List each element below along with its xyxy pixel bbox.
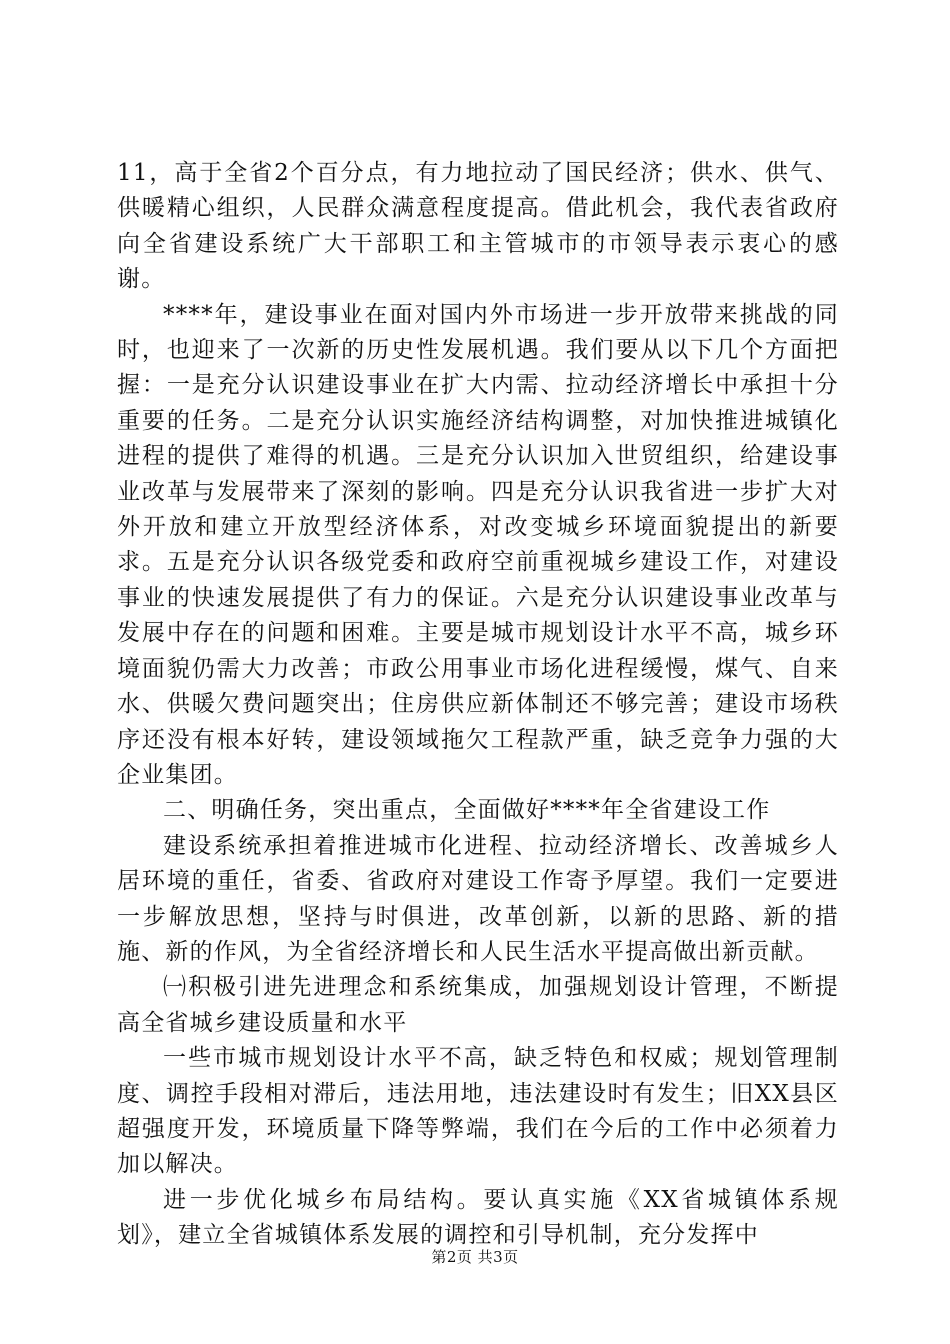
page-number-footer: 第2页 共3页 <box>431 1248 519 1266</box>
section-heading: 二、明确任务，突出重点，全面做好****年全省建设工作 <box>163 797 771 824</box>
document-body <box>117 156 839 1254</box>
paragraph-opportunities: ****年，建设事业在面对国内外市场进一步开放带来挑战的同时，也迎来了一次新的历史性发展机遇。我们要从以下几个方面把握：一是充分认识建设事业在扩大内需、拉动经济增长中承担十分重要的任务。二是充分认识实施经济结构调整，对加快推进城镇化进程的提供了难得的机遇。三是充分认识加入世贸组织，给建设事业改革与发展带来了深刻的影响。四是充分认识我省进一步扩大对外开放和建立开放型经济体系，对改变城乡环境面貌提出的新要求。五是充分认识各级党委和政府空前重视城乡建设工作，对建设事业的快速发展提供了有力的保证。六是充分认识建设事业改革与发展中存在的问题和困难。主要是城市规划设计水平不高，城乡环境面貌仍需大力改善；市政公用事业市场化进程缓慢，煤气、自来水、供暖欠费问题突出；住房供应新体制还不够完善；建设市场秩序还没有根本好转，建设领域拖欠工程款严重，缺乏竞争力强的大企业集团。 <box>117 301 839 788</box>
paragraph-problems: 一些市城市规划设计水平不高，缺乏特色和权威；规划管理制度、调控手段相对滞后，违法用地，违法建设时有发生；旧XX县区超强度开发，环境质量下降等弊端，我们在今后的工作中必须着力加以解决。 <box>117 1045 839 1178</box>
paragraph-continuation: 11，高于全省2个百分点，有力地拉动了国民经济；供水、供气、供暖精心组织，人民群众满意程度提高。借此机会，我代表省政府向全省建设系统广大干部职工和主管城市的市领导表示衷心的感谢。 <box>117 160 839 293</box>
paragraph-layout: 进一步优化城乡布局结构。要认真实施《XX省城镇体系规划》，建立全省城镇体系发展的调控和引导机制，充分发挥中 <box>117 1186 839 1249</box>
paragraph-responsibility: 建设系统承担着推进城市化进程、拉动经济增长、改善城乡人居环境的重任，省委、省政府对建设工作寄予厚望。我们一定要进一步解放思想，坚持与时俱进，改革创新，以新的思路、新的措施、新的作风，为全省经济增长和人民生活水平提高做出新贡献。 <box>117 832 839 965</box>
subsection-heading: ㈠积极引进先进理念和系统集成，加强规划设计管理，不断提高全省城乡建设质量和水平 <box>117 974 839 1036</box>
